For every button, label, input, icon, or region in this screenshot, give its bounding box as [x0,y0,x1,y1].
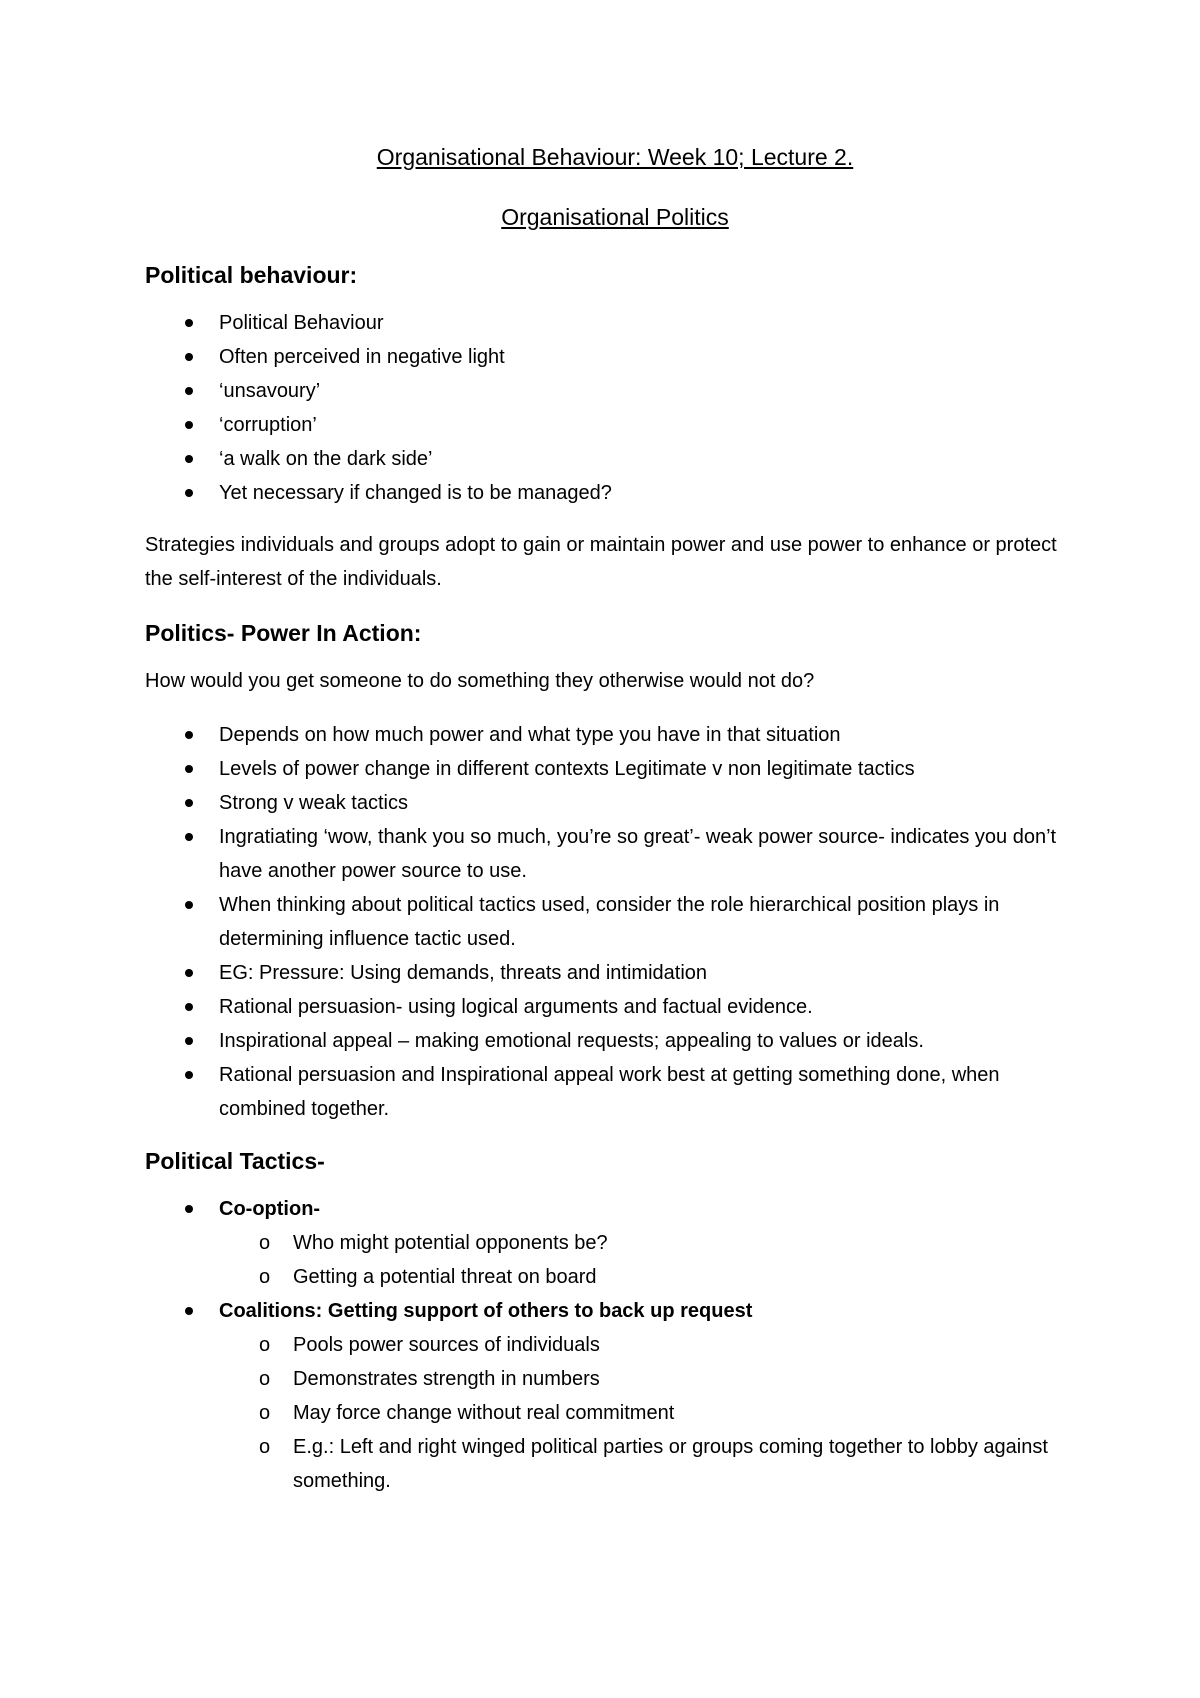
list-item: Levels of power change in different contexts Legitimate v non legitimate tactics [145,752,1085,786]
document-title: Organisational Behaviour: Week 10; Lecture 2. [376,144,854,170]
circle-bullet-icon: o [259,1266,271,1288]
bullet-icon [185,833,193,841]
political-behaviour-list [145,306,1085,510]
section-heading-political-tactics: Political Tactics- [145,1148,325,1174]
list-item: Depends on how much power and what type you have in that situation [145,718,1085,752]
sub-list-item: o Pools power sources of individuals [219,1328,1085,1362]
document-page [145,140,1085,1516]
list-item: Often perceived in negative light [145,340,1085,374]
bullet-icon [185,455,193,463]
bullet-icon [185,353,193,361]
circle-bullet-icon: o [259,1368,271,1390]
list-item: ‘a walk on the dark side’ [145,442,1085,476]
bullet-icon [185,1071,193,1079]
list-item: Yet necessary if changed is to be managed? [145,476,1085,510]
list-item: ‘unsavoury’ [145,374,1085,408]
list-item: Inspirational appeal – making emotional requests; appealing to values or ideals. [145,1024,1085,1058]
circle-bullet-icon: o [259,1334,271,1356]
circle-bullet-icon: o [259,1436,271,1458]
bullet-icon [185,319,193,327]
list-item: When thinking about political tactics used, consider the role hierarchical position plays in determining influence tactic used. [145,888,1085,956]
circle-bullet-icon: o [259,1402,271,1424]
list-item: ‘corruption’ [145,408,1085,442]
sub-list-item: o Demonstrates strength in numbers [219,1362,1085,1396]
list-item: Ingratiating ‘wow, thank you so much, you’re so great’- weak power source- indicates you don’t have another power source to use. [145,820,1085,888]
sub-list-item: o E.g.: Left and right winged political parties or groups coming together to lobby against something. [219,1430,1085,1498]
list-item-co-option: Co-option- o Who might potential opponents be? o Getting a potential threat on board [145,1192,1085,1294]
bullet-icon [185,731,193,739]
bullet-icon [185,799,193,807]
document-subtitle: Organisational Politics [501,204,729,230]
bullet-icon [185,1205,193,1213]
sub-list-item: o Getting a potential threat on board [219,1260,1085,1294]
bullet-icon [185,969,193,977]
power-in-action-list [145,718,1085,1126]
bullet-icon [185,1037,193,1045]
list-item: EG: Pressure: Using demands, threats and intimidation [145,956,1085,990]
coalitions-sublist [219,1328,1085,1498]
bullet-icon [185,387,193,395]
circle-bullet-icon: o [259,1232,271,1254]
bullet-icon [185,1003,193,1011]
list-item: Strong v weak tactics [145,786,1085,820]
list-item: Rational persuasion and Inspirational appeal work best at getting something done, when combined together. [145,1058,1085,1126]
section-heading-power-in-action: Politics- Power In Action: [145,620,422,646]
political-tactics-list [145,1192,1085,1498]
sub-list-item: o Who might potential opponents be? [219,1226,1085,1260]
bullet-icon [185,1307,193,1315]
section-heading-political-behaviour: Political behaviour: [145,262,358,288]
list-item: Rational persuasion- using logical arguments and factual evidence. [145,990,1085,1024]
power-in-action-question: How would you get someone to do something they otherwise would not do? [145,670,815,692]
bullet-icon [185,901,193,909]
political-behaviour-definition: Strategies individuals and groups adopt to gain or maintain power and use power to enhance or protect the self-interest of the individuals. [145,534,1057,590]
list-item: Political Behaviour [145,306,1085,340]
co-option-sublist [219,1226,1085,1294]
bullet-icon [185,765,193,773]
sub-list-item: o May force change without real commitment [219,1396,1085,1430]
list-item-coalitions: Coalitions: Getting support of others to back up request o Pools power sources of individuals o Demonstrates strength in numbers o May force change without real commitment o E.g.: Left and right winged political parties or groups coming together to lobby against something. [145,1294,1085,1498]
bullet-icon [185,421,193,429]
bullet-icon [185,489,193,497]
